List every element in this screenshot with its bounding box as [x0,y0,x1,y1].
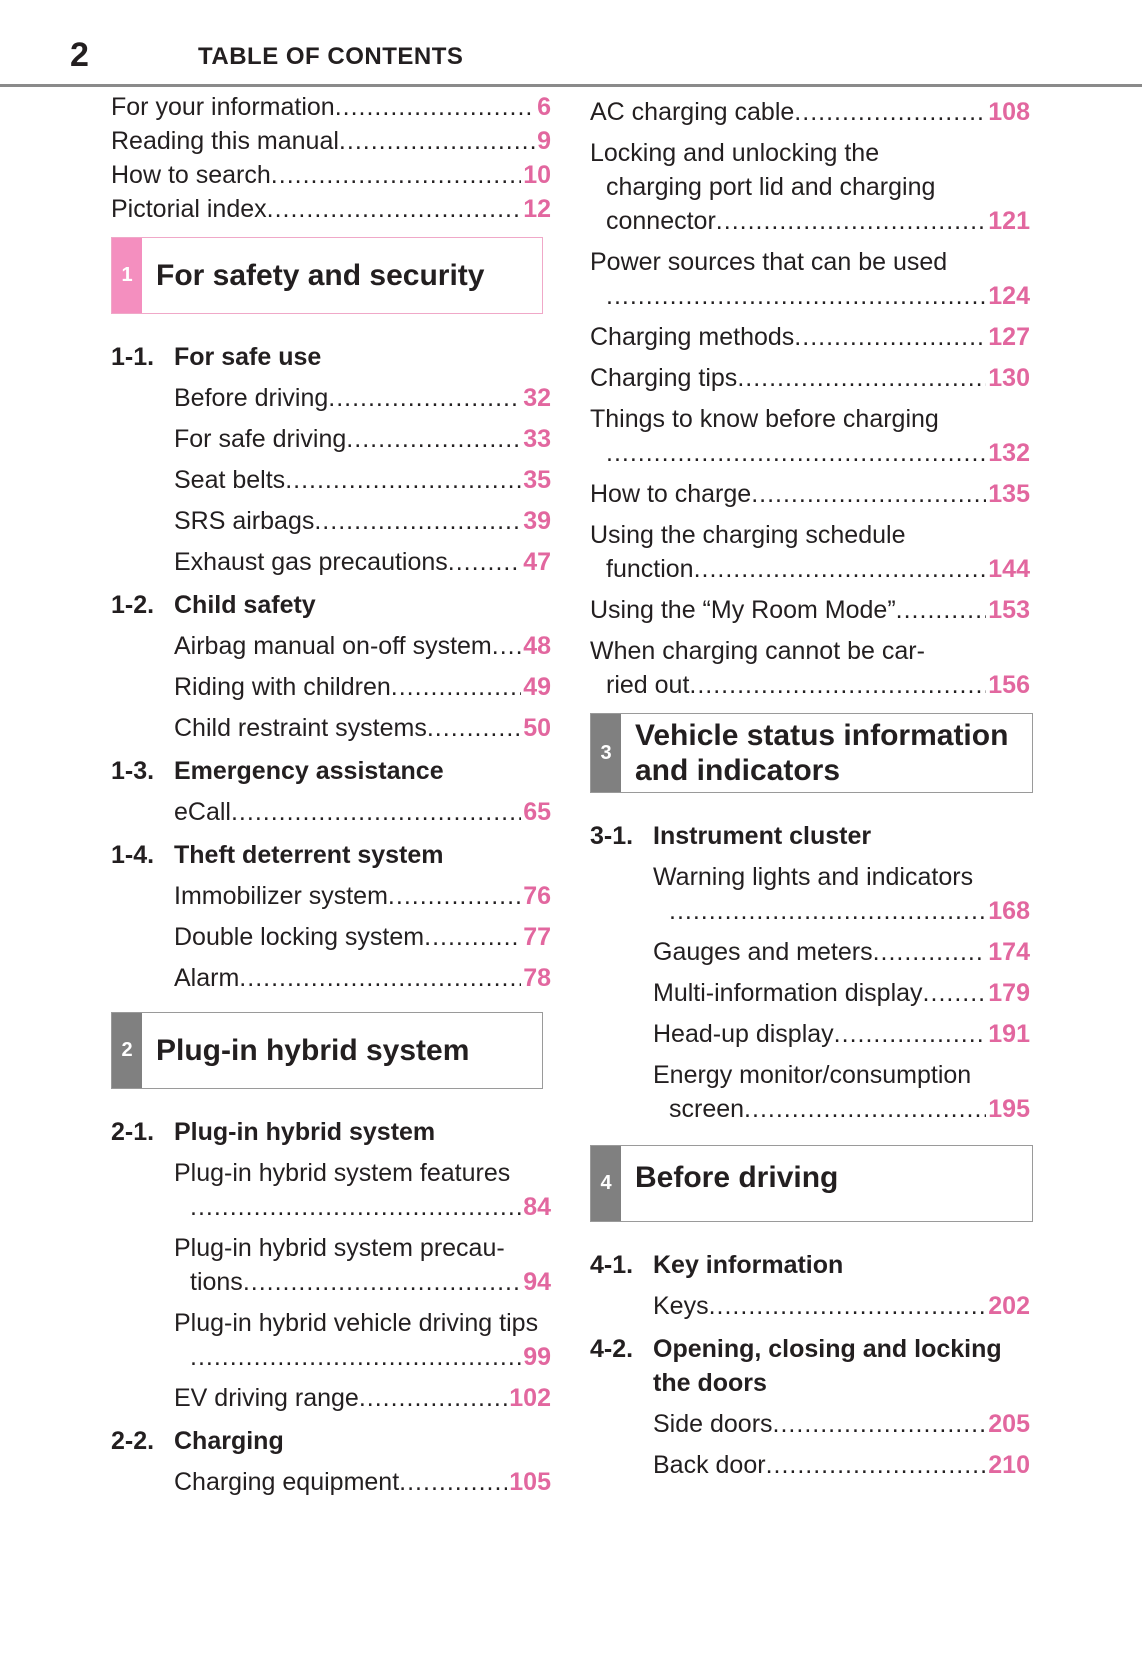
toc-right-column [590,95,1030,1482]
subsection-heading[interactable]: 4-1. Key information [590,1251,844,1279]
toc-entry[interactable]: Seat belts ..... 35 [174,463,551,497]
toc-entry[interactable]: Exhaust gas precautions ..... 47 [174,545,551,579]
toc-entry[interactable]: Immobilizer system ..... 76 [174,879,551,913]
toc-entry[interactable]: When charging cannot be car- ried out ..... 156 [590,634,1030,702]
toc-entry[interactable]: Using the “My Room Mode” ..... 153 [590,593,1030,627]
section-title: Before driving [635,1161,839,1194]
subsection-items [111,1465,551,1499]
subsection-heading[interactable]: 1-3. Emergency assistance [111,757,444,785]
toc-entry[interactable]: EV driving range ..... 102 [174,1381,551,1415]
toc-entry[interactable]: Alarm ..... 78 [174,961,551,995]
toc-entry[interactable]: Back door ..... 210 [653,1448,1030,1482]
subsection-heading[interactable]: 3-1. Instrument cluster [590,822,872,850]
toc-entry[interactable]: How to search ..... 10 [111,158,551,192]
toc-entry[interactable]: Things to know before charging ..... 132 [590,402,1030,470]
toc-entry[interactable]: Double locking system ..... 77 [174,920,551,954]
toc-entry[interactable]: Energy monitor/consumption screen ..... 195 [653,1058,1030,1126]
section-number: 4 [591,1146,621,1221]
toc-entry[interactable]: Warning lights and indicators ..... 168 [653,860,1030,928]
toc-entry[interactable]: Plug-in hybrid vehicle driving tips ..... 99 [174,1306,551,1374]
toc-entry[interactable]: SRS airbags ..... 39 [174,504,551,538]
subsection-items [111,1156,551,1415]
subsection-items [111,879,551,995]
toc-entry[interactable]: AC charging cable ..... 108 [590,95,1030,129]
toc-entry[interactable]: Plug-in hybrid system features ..... 84 [174,1156,551,1224]
subsection-heading[interactable]: 2-1. Plug-in hybrid system [111,1118,436,1146]
toc-entry[interactable]: Riding with children ..... 49 [174,670,551,704]
toc-entry[interactable]: Child restraint systems ..... 50 [174,711,551,745]
toc-entry[interactable]: Airbag manual on-off system ..... 48 [174,629,551,663]
toc-entry[interactable]: For safe driving ..... 33 [174,422,551,456]
toc-entry[interactable]: Charging tips ..... 130 [590,361,1030,395]
toc-entry[interactable]: Reading this manual ..... 9 [111,124,551,158]
toc-entry[interactable]: eCall ..... 65 [174,795,551,829]
section-2-header[interactable] [111,1012,543,1089]
toc-entry[interactable]: How to charge ..... 135 [590,477,1030,511]
section-number: 1 [112,238,142,313]
toc-entry[interactable]: Using the charging schedule function ..... 144 [590,518,1030,586]
section-4-header[interactable] [590,1145,1033,1222]
section-title: Vehicle status information and indicators [635,719,1009,787]
toc-entry[interactable]: Charging equipment ..... 105 [174,1465,551,1499]
toc-entry[interactable]: Power sources that can be used ..... 124 [590,245,1030,313]
subsection-items [590,1289,1030,1323]
subsection-heading[interactable]: 1-2. Child safety [111,591,316,619]
subsection-items [111,381,551,579]
section-title: For safety and security [156,259,485,292]
toc-entry[interactable]: Pictorial index ..... 12 [111,192,551,226]
toc-entry[interactable]: Charging methods ..... 127 [590,320,1030,354]
toc-left-column [111,90,551,1499]
section-3-header[interactable] [590,713,1033,793]
header-rule [0,84,1142,87]
page-number: 2 [70,36,89,74]
subsection-heading[interactable]: 1-1. For safe use [111,343,322,371]
section-number: 3 [591,714,621,792]
intro-list [111,90,551,226]
toc-entry[interactable]: Side doors ..... 205 [653,1407,1030,1441]
subsection-items [111,629,551,745]
section-title: Plug-in hybrid system [156,1034,470,1067]
page-title: TABLE OF CONTENTS [198,43,464,70]
section-1-header[interactable] [111,237,543,314]
subsection-heading[interactable]: 1-4. Theft deterrent system [111,841,444,869]
subsection-heading[interactable]: 2-2. Charging [111,1427,284,1455]
toc-entry[interactable]: Locking and unlocking the charging port lid and charging connector ..... 121 [590,136,1030,238]
subsection-items-continued [527,95,1030,702]
subsection-items [590,1407,1030,1482]
subsection-items [111,795,551,829]
subsection-heading[interactable]: 4-2. Opening, closing and locking the doors [590,1335,1002,1397]
toc-entry[interactable]: Keys ..... 202 [653,1289,1030,1323]
toc-entry[interactable]: Before driving ..... 32 [174,381,551,415]
subsection-items [590,860,1030,1126]
toc-entry[interactable]: Multi-information display ..... 179 [653,976,1030,1010]
toc-entry[interactable]: For your information ..... 6 [111,90,551,124]
toc-entry[interactable]: Head-up display ..... 191 [653,1017,1030,1051]
toc-entry[interactable]: Plug-in hybrid system precau- tions ..... 94 [174,1231,551,1299]
section-number: 2 [112,1013,142,1088]
toc-entry[interactable]: Gauges and meters ..... 174 [653,935,1030,969]
